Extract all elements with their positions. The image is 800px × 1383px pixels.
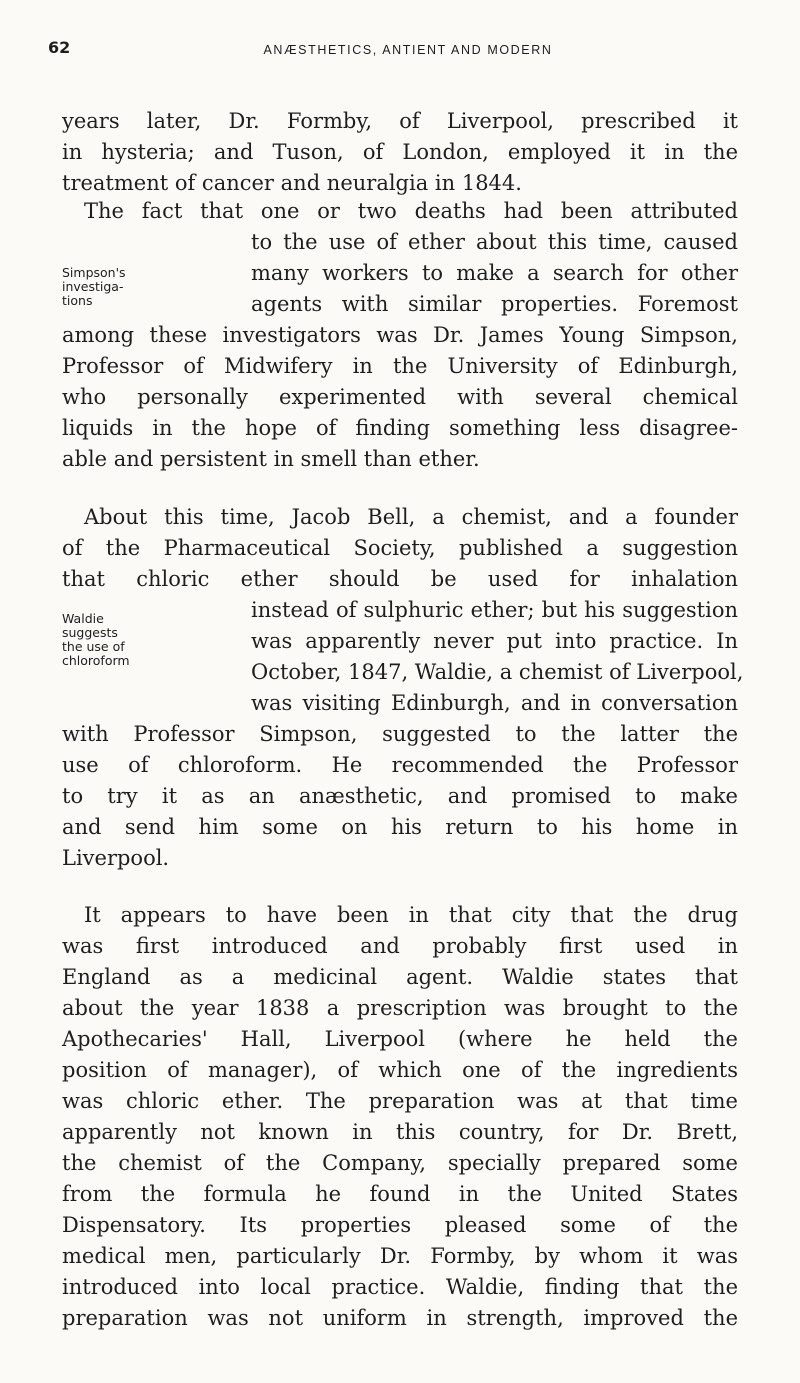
text-line: Liverpool. [62,846,170,870]
text-line: years later, Dr. Formby, of Liverpool, prescribed it [62,109,738,133]
text-line: of the Pharmaceutical Society, published a suggestion [62,536,738,560]
text-line: many workers to make a search for other [251,261,738,285]
text-line: and send him some on his return to his home in [62,815,738,839]
text-line: among these investigators was Dr. James Young Simpson, [62,323,738,347]
text-line: preparation was not uniform in strength, improved the [62,1306,738,1330]
page-number: 62 [48,38,71,57]
text-line: The fact that one or two deaths had been attributed [84,199,738,223]
text-line: instead of sulphuric ether; but his suggestion [251,598,738,622]
running-head: ANÆSTHETICS, ANTIENT AND MODERN [263,43,553,57]
text-line: the chemist of the Company, specially prepared some [62,1151,738,1175]
page-header [48,38,768,68]
text-line: who personally experimented with several chemical [62,385,738,409]
text-line: Professor of Midwifery in the University of Edinburgh, [62,354,738,378]
text-line: agents with similar properties. Foremost [251,292,738,316]
text-line: was visiting Edinburgh, and in conversation [251,691,738,715]
text-line: was chloric ether. The preparation was at that time [62,1089,738,1113]
text-line: medical men, particularly Dr. Formby, by whom it was [62,1244,738,1268]
paragraph-3 [62,502,744,874]
margin-note-line: the use of [62,639,125,654]
paragraph-1 [62,106,738,199]
text-line: About this time, Jacob Bell, a chemist, and a founder [84,505,738,529]
text-line: Dispensatory. Its properties pleased some of the [62,1213,738,1237]
text-line: position of manager), of which one of the ingredients [62,1058,738,1082]
text-line: England as a medicinal agent. Waldie states that [62,965,738,989]
text-line: that chloric ether should be used for inhalation [62,567,738,591]
text-line: liquids in the hope of finding something less disagree- [62,416,738,440]
margin-note-line: investiga- [62,279,124,294]
text-line: It appears to have been in that city that the drug [84,903,738,927]
margin-note-line: suggests [62,625,118,640]
text-line: to try it as an anæsthetic, and promised to make [62,784,738,808]
text-line: was first introduced and probably first used in [62,934,738,958]
text-line: to the use of ether about this time, caused [251,230,738,254]
margin-note-line: chloroform [62,653,130,668]
paragraph-4 [62,900,738,1334]
text-line: about the year 1838 a prescription was brought to the [62,996,738,1020]
text-line: from the formula he found in the United States [62,1182,738,1206]
text-line: was apparently never put into practice. In [251,629,738,653]
paragraph-2 [62,196,738,475]
text-line: able and persistent in smell than ether. [62,447,480,471]
text-line: apparently not known in this country, for Dr. Brett, [62,1120,738,1144]
text-line: with Professor Simpson, suggested to the latter the [62,722,738,746]
text-line: Apothecaries' Hall, Liverpool (where he held the [62,1027,738,1051]
text-line: October, 1847, Waldie, a chemist of Liverpool, [251,660,744,684]
text-line: in hysteria; and Tuson, of London, employed it in the [62,140,738,164]
text-line: use of chloroform. He recommended the Professor [62,753,738,777]
margin-note-line: Waldie [62,611,104,626]
margin-note-line: Simpson's [62,265,126,280]
text-line: introduced into local practice. Waldie, finding that the [62,1275,738,1299]
margin-note-line: tions [62,293,93,308]
text-line: treatment of cancer and neuralgia in 1844. [62,171,522,195]
